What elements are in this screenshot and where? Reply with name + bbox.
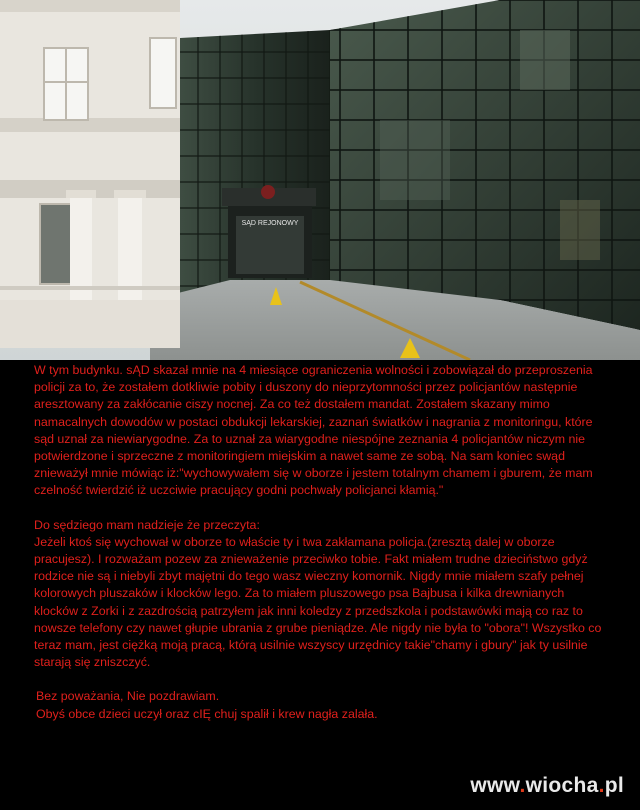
watermark-site: wiocha	[525, 774, 599, 797]
spacer	[34, 500, 604, 517]
watermark-www: www	[470, 774, 520, 797]
photo-illustration	[0, 0, 640, 360]
paragraph-judge-intro: Do sędziego mam nadzieje że przeczyta:	[34, 517, 260, 532]
paragraph-complaint: W tym budynku. sĄD skazał mnie na 4 miesiące ograniczenia wolności i zobowiązał do przeproszenia policji za to, że zostałem dotkliwie pobity i duszony do nieprzytomności przez policjantów następnie aresztowany za zakłócanie ciszy nocnej. Za co też dostałem mandat. Zostałem skazany mimo namacalnych dowodów w postaci obdukcji lekarskiej, zaznań światków i nagrania z monitoringu, które sąd uznał za niewiarygodne. Za to uznał za wiarygodne niespójne zeznania 4 policjantów niczym nie potwierdzone i sprzeczne z monitoringiem miejskim a nawet same ze sobą. Na sam koniec swąd znieważył mnie mówiąc iż:"wychowywałem się w oborze i jestem totalnym chamem i gburem, że mam czelność twierdzić iż uczciwie pracujący godni pochwały policjanci kłamią."	[34, 363, 593, 498]
post-text	[34, 362, 604, 723]
court-sign-text: SĄD REJONOWY	[241, 220, 299, 227]
court-building-photo	[0, 0, 640, 360]
closing-line: Bez poważania, Nie pozdrawiam.	[36, 689, 220, 704]
final-line: Obyś obce dzieci uczył oraz cIĘ chuj spalił i krew nagła zalała.	[36, 706, 378, 721]
watermark-dot: .	[598, 774, 605, 797]
paragraph-to-judge: Jeżeli ktoś się wychował w oborze to właście ty i twa zakłamana policja.(zresztą dalej w oborze pracujesz). I rozważam pozew za znieważenie przeciwko tobie. Fakt miałem trudne dzieciństwo gdyż rodzice nie są i niebyli zbyt majętni do tego wasz wieczny komornik. Nigdy mnie miałem szafy pełnej kolorowych pluszaków i klocków lego. Za to miałem pluszowego psa Bajbusa i kilka drewnianych klocków z Zorki i z zazdrością patrzyłem jak inni koledzy z przedszkola i podstawówki mają co raz to nowsze telefony czy nawet głupie ubrania z grube pieniądze. Ale nigdy nie była to "obora"! Wszystko co teraz mam, jest ciężką moją pracą, którą usilnie wszyscy urzędnicy takie"chamy i gbury" jak ty usilnie starają się zniszczyć.	[34, 534, 602, 670]
watermark-tld: pl	[604, 774, 624, 797]
spacer	[34, 671, 604, 688]
site-watermark	[470, 774, 624, 798]
watermark-dot: .	[519, 774, 526, 797]
